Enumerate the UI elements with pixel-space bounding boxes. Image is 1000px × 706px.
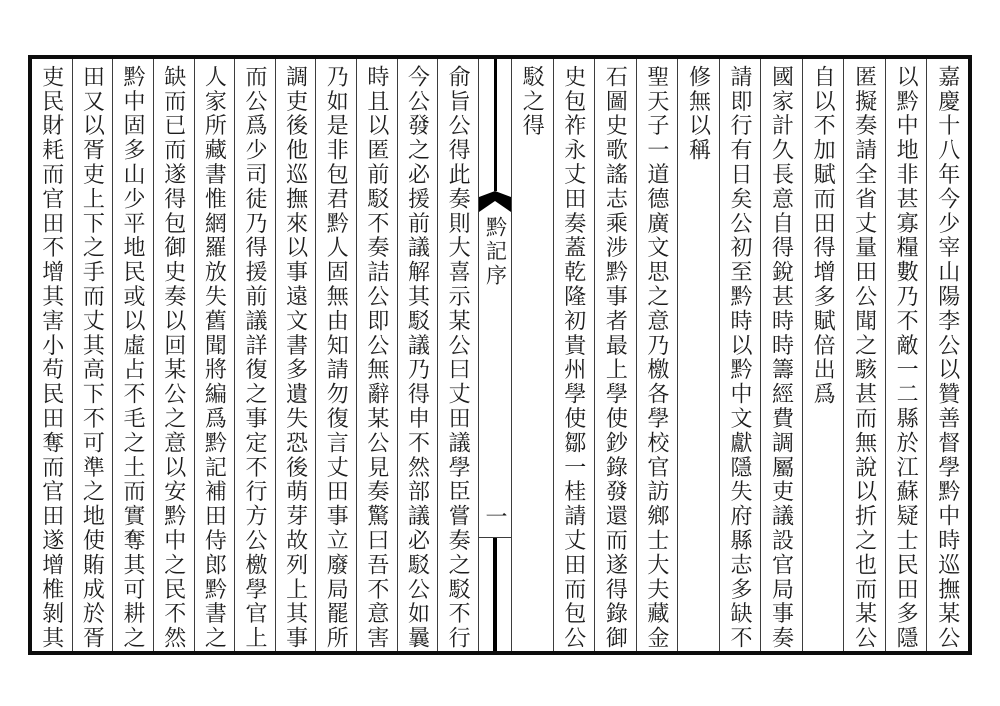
text-frame (28, 55, 972, 655)
text-column (437, 59, 478, 651)
banxin-title-wrap (479, 216, 511, 288)
right-text-block (512, 59, 968, 651)
column-text: 而公爲少司徒乃得援前議詳復之事定不行方公檄學官上 (242, 65, 268, 651)
text-column (112, 59, 153, 651)
text-column (72, 59, 113, 651)
column-text: 田又以胥吏上下之手而丈其高下不可準之地使賄成於胥 (80, 65, 106, 651)
column-text: 吏民財耗而官田不增其害小苟民田奪而官田遂增椎剝其 (39, 65, 65, 651)
heikou-bar-top (479, 59, 511, 191)
column-text: 請即行有日矣公初至黔時以黔中文獻隱失府縣志多缺不 (727, 65, 753, 651)
text-column (194, 59, 235, 651)
column-text: 自以不加賦而田得增多賦倍出爲 (811, 65, 837, 407)
column-text: 以黔中地非甚寡糧數乃不敵一二縣於江蘇疑士民田多隱 (894, 65, 920, 651)
text-column (553, 59, 595, 651)
text-column (843, 59, 885, 651)
banxin-column (478, 59, 512, 651)
text-column (885, 59, 927, 651)
text-column (512, 59, 553, 651)
column-text: 今公發之必援前議解其駁議乃得申不然部議必駁公如曩 (405, 65, 431, 651)
text-column (760, 59, 802, 651)
column-text: 俞旨公得此奏則大喜示某公曰丈田議學臣嘗奏之駁不行 (446, 65, 472, 651)
text-column (677, 59, 719, 651)
left-text-block (32, 59, 478, 651)
column-text: 嘉慶十八年今少宰山陽李公以贊善督學黔中時巡撫某公 (935, 65, 961, 651)
column-text: 調吏後他巡撫來以事遠文書多遺失恐後萌芽故列上其事 (283, 65, 309, 651)
column-text: 黔中固多山少平地民或以虛占不毛之土而實奪其可耕之 (121, 65, 147, 651)
text-column (719, 59, 761, 651)
text-column (315, 59, 356, 651)
column-text: 人家所藏書惟網羅放失舊聞將編爲黔記補田侍郎黔書之 (202, 65, 228, 651)
column-text: 缺而已而遂得包御史奏以回某公之意以安黔中之民不然 (161, 65, 187, 651)
column-text: 乃如是非包君黔人固無由知請勿復言丈田事立廢局罷所 (324, 65, 350, 651)
text-column (275, 59, 316, 651)
text-column (594, 59, 636, 651)
text-column (356, 59, 397, 651)
banxin-spacer (479, 288, 511, 505)
column-text: 國家計久長意自得銳甚時時籌經費調屬吏議設官局事奏 (769, 65, 795, 651)
text-column (32, 59, 72, 651)
text-column (926, 59, 968, 651)
text-column (636, 59, 678, 651)
column-text: 聖天子一道德廣文思之意乃檄各學校官訪鄉士大夫藏金 (644, 65, 670, 651)
text-column (234, 59, 275, 651)
text-column (802, 59, 844, 651)
text-column (397, 59, 438, 651)
column-text: 匿擬奏請全省丈量田公聞之駭甚而無說以折之也而某公 (852, 65, 878, 651)
page-number: 一 (483, 505, 508, 530)
column-text: 時且以匿前駁不奏詰公即公無辭某公見奏驚曰吾不意害 (364, 65, 390, 651)
column-text: 史包祚永丈田奏蓋乾隆初貴州學使鄒一桂請丈田而包公 (561, 65, 587, 651)
text-column (153, 59, 194, 651)
yuwei-fishtail-icon (479, 191, 511, 213)
column-text: 修無以稱 (686, 65, 712, 163)
page-number-wrap (479, 505, 511, 535)
banxin-title: 黔記序 (483, 216, 508, 288)
column-text: 石圖史歌謠志乘涉黔事者最上學使鈔錄發還而遂得錄御 (603, 65, 629, 651)
column-text: 駁之得 (520, 65, 546, 139)
heikou-bar-bottom (479, 537, 511, 651)
